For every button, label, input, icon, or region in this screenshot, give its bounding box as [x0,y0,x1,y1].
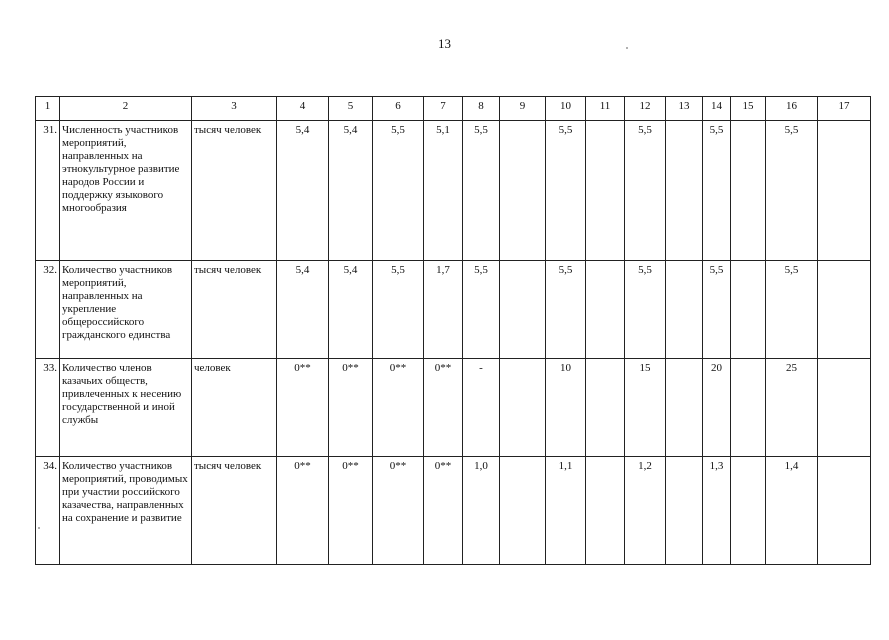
column-header: 7 [424,97,463,121]
value-cell: 1,3 [703,457,731,565]
row-number: 32. [36,261,60,359]
value-cell: 1,0 [463,457,500,565]
value-cell: 0** [277,359,329,457]
unit-of-measure: тысяч человек [192,121,277,261]
table-row [36,121,871,261]
value-cell [818,121,871,261]
value-cell: 1,4 [766,457,818,565]
table-row [36,457,871,565]
value-cell [666,457,703,565]
value-cell: 5,1 [424,121,463,261]
value-cell: 0** [373,457,424,565]
value-cell: 1,1 [546,457,586,565]
value-cell [731,261,766,359]
column-header: 6 [373,97,424,121]
column-header: 12 [625,97,666,121]
unit-of-measure: тысяч человек [192,457,277,565]
value-cell: 1,7 [424,261,463,359]
value-cell: 0** [424,359,463,457]
value-cell: 5,4 [277,121,329,261]
value-cell: 5,5 [463,261,500,359]
value-cell [731,457,766,565]
column-header: 9 [500,97,546,121]
column-header: 16 [766,97,818,121]
value-cell [818,359,871,457]
indicator-name: Количество участников мероприятий, направленных на укрепление общероссийского гражданского единства [60,261,192,359]
table-row [36,261,871,359]
value-cell: 25 [766,359,818,457]
value-cell: 5,5 [703,261,731,359]
indicator-name: Численность участников мероприятий, направленных на этнокультурное развитие народов России и поддержку языкового многообразия [60,121,192,261]
value-cell: 5,5 [766,121,818,261]
column-header: 2 [60,97,192,121]
row-number: 31. [36,121,60,261]
value-cell: 0** [373,359,424,457]
value-cell: 0** [329,457,373,565]
value-cell [666,121,703,261]
value-cell: 10 [546,359,586,457]
indicators-table [35,96,871,565]
value-cell [586,261,625,359]
value-cell: 5,5 [463,121,500,261]
column-header: 5 [329,97,373,121]
value-cell [818,457,871,565]
value-cell: 0** [424,457,463,565]
value-cell: 0** [277,457,329,565]
scan-speck [38,527,40,529]
column-header: 1 [36,97,60,121]
value-cell: 0** [329,359,373,457]
value-cell: 5,5 [546,121,586,261]
column-header: 11 [586,97,625,121]
value-cell [818,261,871,359]
column-header: 17 [818,97,871,121]
value-cell: 5,5 [373,261,424,359]
value-cell [731,359,766,457]
header-row [36,97,871,121]
column-header: 15 [731,97,766,121]
value-cell: 5,5 [625,261,666,359]
row-number: 34. [36,457,60,565]
value-cell [586,121,625,261]
unit-of-measure: тысяч человек [192,261,277,359]
value-cell [666,359,703,457]
column-header: 13 [666,97,703,121]
value-cell: 5,4 [329,121,373,261]
value-cell [666,261,703,359]
value-cell [586,359,625,457]
value-cell [500,359,546,457]
value-cell: - [463,359,500,457]
scan-speck [626,47,628,49]
value-cell: 5,5 [703,121,731,261]
value-cell: 1,2 [625,457,666,565]
value-cell [731,121,766,261]
value-cell [500,261,546,359]
page-number: 13 [438,36,451,51]
column-header: 8 [463,97,500,121]
table-row [36,359,871,457]
unit-of-measure: человек [192,359,277,457]
value-cell: 15 [625,359,666,457]
value-cell: 5,5 [546,261,586,359]
value-cell [586,457,625,565]
value-cell: 5,5 [766,261,818,359]
indicator-name: Количество членов казачьих обществ, привлеченных к несению государственной и иной службы [60,359,192,457]
column-header: 14 [703,97,731,121]
value-cell: 5,4 [329,261,373,359]
value-cell: 20 [703,359,731,457]
value-cell: 5,4 [277,261,329,359]
column-header: 4 [277,97,329,121]
value-cell [500,121,546,261]
indicator-name: Количество участников мероприятий, проводимых при участии российского казачества, направленных на сохранение и развитие [60,457,192,565]
row-number: 33. [36,359,60,457]
value-cell: 5,5 [625,121,666,261]
value-cell [500,457,546,565]
column-header: 3 [192,97,277,121]
value-cell: 5,5 [373,121,424,261]
column-header: 10 [546,97,586,121]
